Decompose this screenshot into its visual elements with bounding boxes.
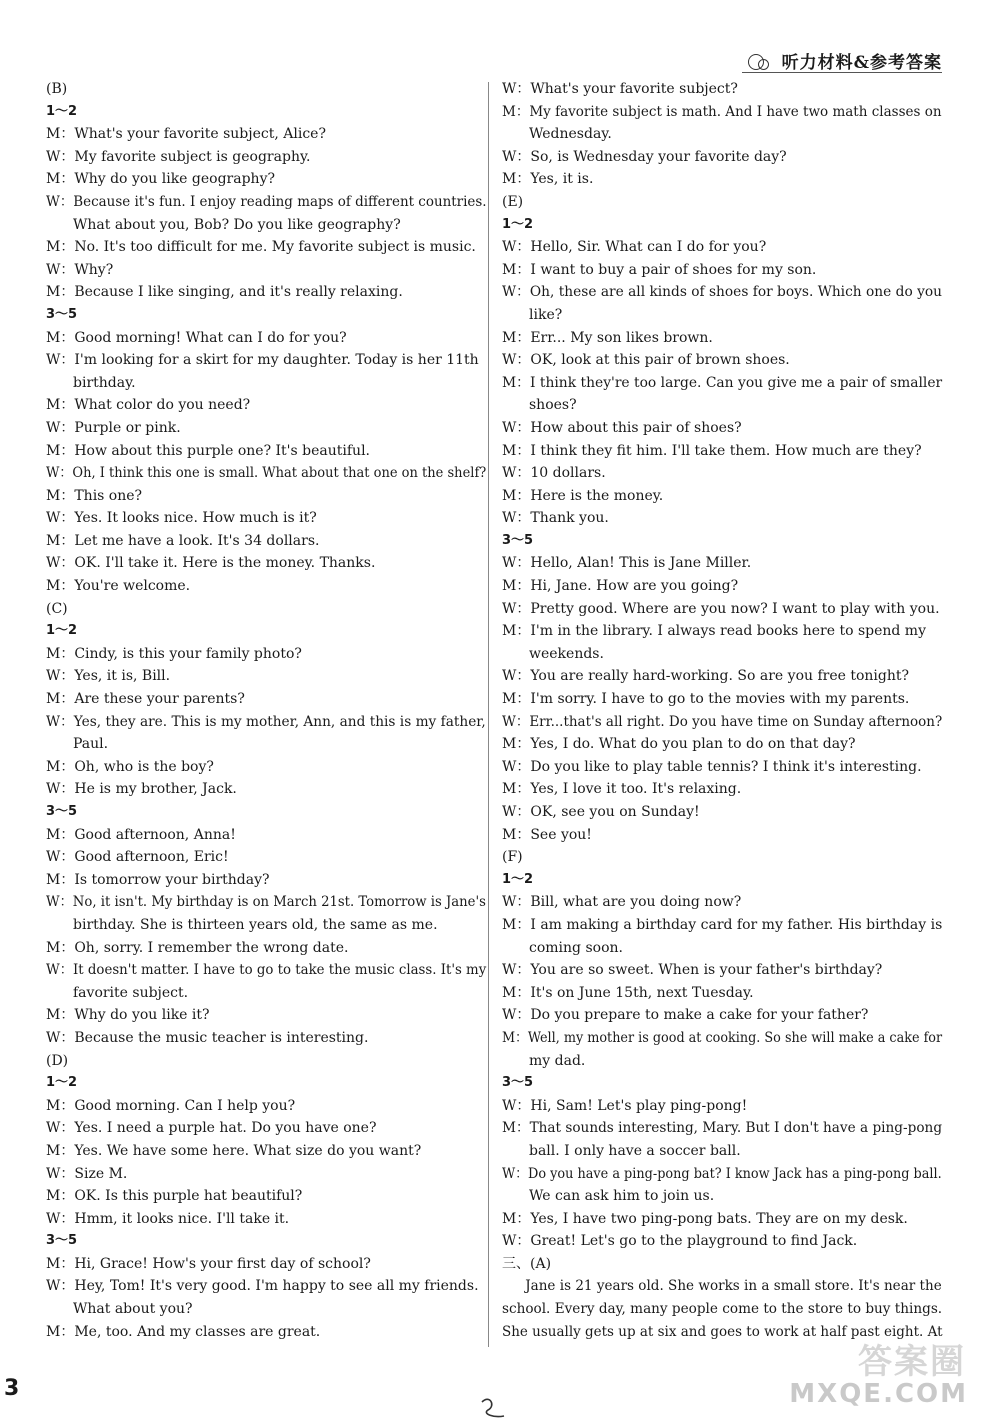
left-column: [46, 78, 486, 1343]
dialogue-line: W：Thank you.: [502, 510, 609, 527]
dialogue-line: M：Good morning! What can I do for you?: [46, 329, 347, 346]
right-column: [502, 78, 942, 1343]
dialogue-line: M：Oh, sorry. I remember the wrong date.: [46, 939, 349, 956]
dialogue-line: M：Good afternoon, Anna!: [46, 826, 236, 843]
dialogue-line: like?: [529, 306, 563, 323]
question-range-heading: 3～5: [502, 1075, 534, 1091]
dialogue-line: M：This one?: [46, 487, 143, 504]
dialogue-line: Wednesday.: [529, 126, 612, 143]
dialogue-line: W：I'm looking for a skirt for my daughter. Today is her 11th: [46, 352, 479, 369]
dialogue-line: M：Yes, I love it too. It's relaxing.: [502, 781, 742, 798]
question-range-heading: 1～2: [502, 871, 534, 887]
dialogue-line: W：Purple or pink.: [46, 419, 181, 436]
dialogue-line: M：Me, too. And my classes are great.: [46, 1323, 321, 1340]
question-range-heading: 3～5: [502, 532, 534, 548]
dialogue-line: M：Oh, who is the boy?: [46, 758, 214, 775]
dialogue-line: W：Oh, these are all kinds of shoes for boys. Which one do you: [502, 284, 942, 301]
header-decoration-icon: [748, 50, 778, 72]
dialogue-line: M：Let me have a look. It's 34 dollars.: [46, 532, 320, 549]
dialogue-line: W：Yes, it is, Bill.: [46, 668, 171, 685]
dialogue-line: W：Do you have a ping-pong bat? I know Jack has a ping-pong ball.: [502, 1165, 942, 1182]
question-range-heading: 3～5: [46, 804, 78, 819]
dialogue-line: M：Well, my mother is good at cooking. So she will make a cake for: [502, 1029, 943, 1046]
dialogue-line: (E): [502, 193, 524, 210]
dialogue-line: W：Hi, Sam! Let's play ping-pong!: [502, 1097, 748, 1114]
dialogue-line: favorite subject.: [73, 984, 189, 1001]
question-range-heading: 1～2: [46, 1075, 78, 1091]
dialogue-line: M：I think they fit him. I'll take them. How much are they?: [502, 442, 922, 459]
dialogue-line: M：I'm sorry. I have to go to the movies with my parents.: [502, 691, 910, 708]
dialogue-line: W：It doesn't matter. I have to go to take the music class. It's my: [46, 962, 487, 979]
page-number: 3: [4, 1376, 20, 1401]
dialogue-line: What about you?: [73, 1301, 193, 1318]
dialogue-line: M：I'm in the library. I always read books here to spend my: [502, 623, 926, 640]
dialogue-line: W：Oh, I think this one is small. What about that one on the shelf?: [46, 465, 487, 482]
dialogue-line: W：Do you prepare to make a cake for your father?: [502, 1007, 869, 1024]
dialogue-line: M：Yes, I have two ping-pong bats. They are on my desk.: [502, 1210, 908, 1227]
dialogue-line: M：No. It's too difficult for me. My favorite subject is music.: [46, 239, 476, 256]
dialogue-line: (F): [502, 849, 523, 866]
header-rule: [742, 72, 942, 73]
header-title: 听力材料&参考答案: [781, 53, 942, 73]
dialogue-line: W：Hello, Sir. What can I do for you?: [502, 239, 767, 256]
dialogue-line: W：He is my brother, Jack.: [46, 781, 237, 798]
dialogue-line: M：OK. Is this purple hat beautiful?: [46, 1188, 303, 1205]
dialogue-line: M：Are these your parents?: [46, 691, 245, 708]
dialogue-line: W：Bill, what are you doing now?: [502, 894, 742, 911]
dialogue-line: W：Hey, Tom! It's very good. I'm happy to see all my friends.: [46, 1278, 479, 1295]
dialogue-line: Jane is 21 years old. She works in a small store. It's near the: [525, 1278, 942, 1295]
dialogue-line: M：Why do you like geography?: [46, 171, 275, 188]
watermark: [789, 1342, 988, 1419]
dialogue-line: W：Yes. I need a purple hat. Do you have one?: [46, 1120, 377, 1137]
dialogue-line: school. Every day, many people come to the store to buy things.: [502, 1301, 943, 1318]
dialogue-line: M：I want to buy a pair of shoes for my son.: [502, 261, 817, 278]
dialogue-line: M：Why do you like it?: [46, 1007, 210, 1024]
dialogue-line: W：Pretty good. Where are you now? I want to play with you.: [502, 600, 940, 617]
dialogue-line: (B): [46, 81, 68, 97]
dialogue-line: M：Hi, Grace! How's your first day of school?: [46, 1255, 371, 1272]
dialogue-line: W：10 dollars.: [502, 465, 606, 482]
dialogue-line: M：It's on June 15th, next Tuesday.: [502, 984, 754, 1001]
dialogue-line: W：OK, see you on Sunday!: [502, 804, 700, 820]
dialogue-line: W：You are so sweet. When is your father's birthday?: [502, 962, 883, 979]
question-range-heading: 3～5: [46, 1233, 78, 1249]
dialogue-line: M：How about this purple one? It's beautiful.: [46, 442, 371, 459]
dialogue-line: ball. I only have a soccer ball.: [529, 1142, 741, 1159]
running-header: [748, 48, 942, 73]
dialogue-line: birthday. She is thirteen years old, the same as me.: [73, 916, 438, 933]
dialogue-line: Paul.: [73, 736, 109, 753]
dialogue-line: M：Yes. We have some here. What size do you want?: [46, 1142, 422, 1159]
dialogue-line: M：Is tomorrow your birthday?: [46, 871, 270, 888]
dialogue-line: W：Hello, Alan! This is Jane Miller.: [502, 555, 752, 572]
dialogue-line: M：Cindy, is this your family photo?: [46, 645, 302, 662]
dialogue-line: M：Yes, I do. What do you plan to do on that day?: [502, 736, 856, 753]
dialogue-line: W：Err...that's all right. Do you have time on Sunday afternoon?: [502, 713, 943, 730]
dialogue-line: W：So, is Wednesday your favorite day?: [502, 148, 787, 165]
handwritten-mark-icon: [470, 1392, 530, 1422]
dialogue-line: W：Size M.: [46, 1165, 128, 1182]
dialogue-line: W：No, it isn't. My birthday is on March 21st. Tomorrow is Jane's: [46, 894, 486, 911]
dialogue-line: weekends.: [529, 645, 604, 662]
dialogue-line: M：What color do you need?: [46, 397, 251, 414]
dialogue-line: (D): [46, 1052, 69, 1069]
dialogue-line: We can ask him to join us.: [529, 1188, 715, 1205]
dialogue-line: W：My favorite subject is geography.: [46, 148, 311, 165]
dialogue-line: M：Yes, it is.: [502, 171, 594, 188]
dialogue-line: W：Hmm, it looks nice. I'll take it.: [46, 1210, 290, 1227]
dialogue-line: She usually gets up at six and goes to work at half past eight. At: [502, 1323, 943, 1340]
dialogue-line: W：Good afternoon, Eric!: [46, 849, 229, 866]
dialogue-line: W：Great! Let's go to the playground to find Jack.: [502, 1233, 858, 1250]
question-range-heading: 1～2: [46, 103, 78, 119]
dialogue-line: W：How about this pair of shoes?: [502, 419, 742, 436]
dialogue-line: W：Why?: [46, 261, 114, 278]
dialogue-line: What about you, Bob? Do you like geography?: [73, 216, 401, 233]
dialogue-line: W：OK, look at this pair of brown shoes.: [502, 352, 790, 369]
column-divider: [488, 82, 489, 1347]
dialogue-line: birthday.: [73, 374, 136, 391]
dialogue-line: W：OK. I'll take it. Here is the money. Thanks.: [46, 555, 376, 572]
dialogue-line: M：My favorite subject is math. And I have two math classes on: [502, 103, 942, 120]
dialogue-line: M：Here is the money.: [502, 487, 664, 504]
dialogue-line: coming soon.: [529, 939, 623, 956]
dialogue-line: W：Yes, they are. This is my mother, Ann, and this is my father,: [46, 713, 486, 730]
dialogue-line: W：Because the music teacher is interesting.: [46, 1029, 369, 1046]
watermark-site: MXQE.COM: [789, 1379, 968, 1409]
question-range-heading: 3～5: [46, 306, 78, 322]
dialogue-line: M：What's your favorite subject, Alice?: [46, 126, 326, 143]
dialogue-line: W：You are really hard-working. So are you free tonight?: [502, 668, 910, 685]
dialogue-line: W：What's your favorite subject?: [502, 81, 738, 97]
dialogue-line: M：That sounds interesting, Mary. But I don't have a ping-pong: [502, 1120, 943, 1137]
dialogue-line: M：I am making a birthday card for my father. His birthday is: [502, 916, 943, 933]
dialogue-line: M：I think they're too large. Can you give me a pair of smaller: [502, 374, 943, 391]
dialogue-line: shoes?: [529, 397, 577, 414]
dialogue-line: M：Because I like singing, and it's really relaxing.: [46, 284, 403, 301]
question-range-heading: 1～2: [46, 623, 78, 639]
dialogue-line: M：Hi, Jane. How are you going?: [502, 578, 739, 595]
watermark-logo: 答案圈: [858, 1342, 966, 1382]
dialogue-line: M：Err... My son likes brown.: [502, 329, 713, 346]
dialogue-line: M：You're welcome.: [46, 578, 191, 595]
dialogue-line: W：Because it's fun. I enjoy reading maps of different countries.: [46, 193, 487, 210]
dialogue-line: W：Yes. It looks nice. How much is it?: [46, 510, 317, 527]
dialogue-line: (C): [46, 600, 68, 617]
dialogue-line: M：Good morning. Can I help you?: [46, 1097, 296, 1114]
dialogue-line: W：Do you like to play table tennis? I think it's interesting.: [502, 758, 922, 775]
dialogue-line: M：See you!: [502, 826, 592, 843]
question-range-heading: 1～2: [502, 216, 534, 232]
dialogue-line: my dad.: [529, 1052, 586, 1069]
dialogue-line: 三、(A): [502, 1255, 552, 1272]
